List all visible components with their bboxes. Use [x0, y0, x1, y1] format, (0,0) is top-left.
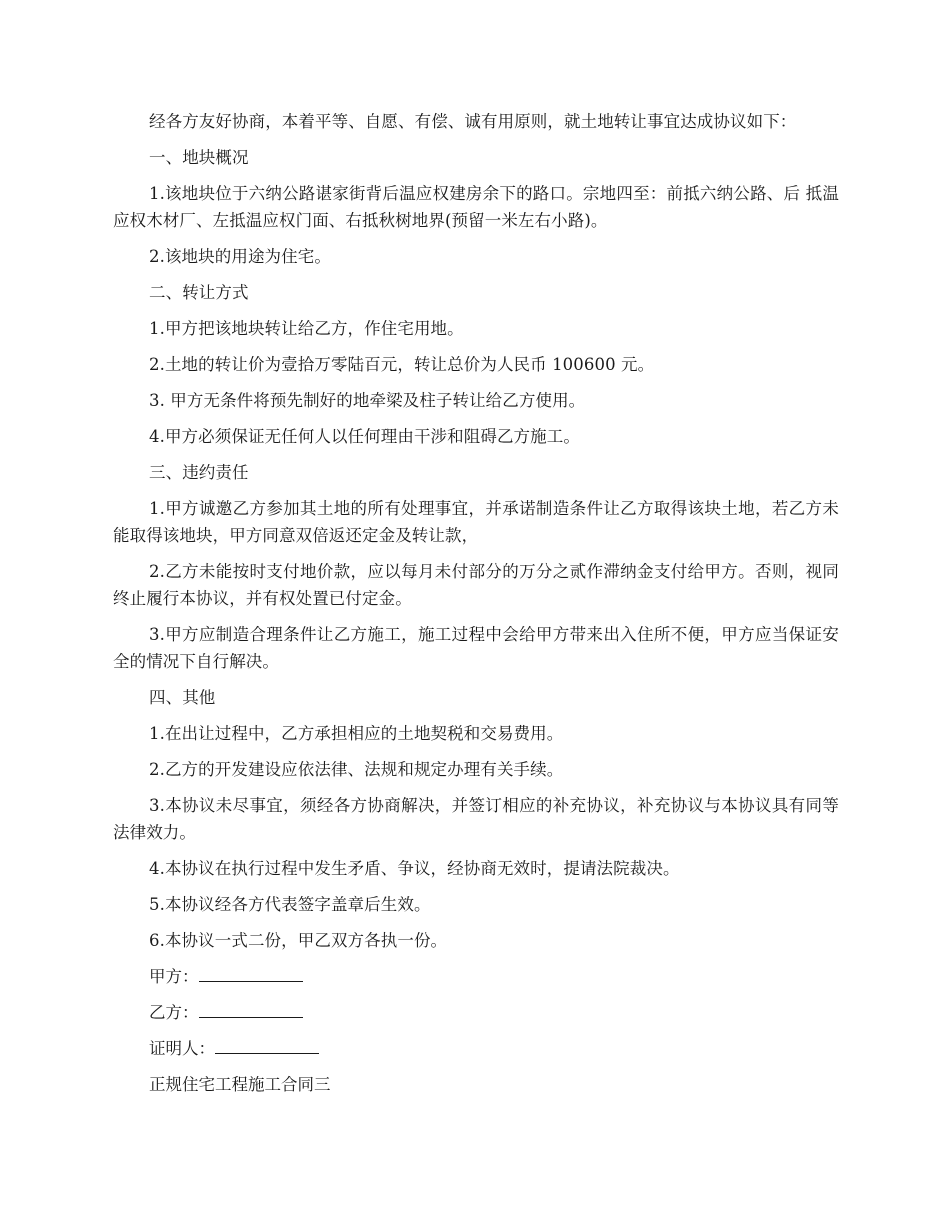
clause-paragraph: 2.乙方的开发建设应依法律、法规和规定办理有关手续。 [149, 760, 564, 779]
clause-paragraph: 1.甲方把该地块转让给乙方，作住宅用地。 [149, 319, 464, 338]
clause-paragraph: 3. 甲方无条件将预先制好的地牵梁及柱子转让给乙方使用。 [149, 391, 586, 410]
party-b-label: 乙方： [149, 1003, 199, 1022]
party-a-signature-line [113, 963, 839, 990]
clause-paragraph: 1.该地块位于六纳公路谌家街背后温应权建房余下的路口。宗地四至：前抵六纳公路、后 抵温应权木材厂、左抵温应权门面、右抵秋树地界(预留一米左右小路)。 [113, 184, 839, 230]
witness-label: 证明人： [149, 1039, 215, 1058]
clause-paragraph: 5.本协议经各方代表签字盖章后生效。 [149, 895, 431, 914]
clause-paragraph: 4.甲方必须保证无任何人以任何理由干涉和阻碍乙方施工。 [149, 427, 580, 446]
party-a-label: 甲方： [149, 967, 199, 986]
clause-paragraph: 1.甲方诚邀乙方参加其土地的所有处理事宜，并承诺制造条件让乙方取得该块土地，若乙方未能取得该地块，甲方同意双倍返还定金及转让款， [113, 499, 839, 545]
clause-paragraph: 2.土地的转让价为壹拾万零陆百元，转让总价为人民币 100600 元。 [149, 355, 655, 374]
party-a-blank [199, 963, 303, 982]
clause-paragraph: 3.本协议未尽事宜，须经各方协商解决，并签订相应的补充协议，补充协议与本协议具有同等法律效力。 [113, 796, 839, 842]
section-heading-other: 四、其他 [149, 688, 216, 707]
section-heading-transfer-method: 二、转让方式 [149, 283, 249, 302]
clause-paragraph: 4.本协议在执行过程中发生矛盾、争议，经协商无效时，提请法院裁决。 [149, 859, 680, 878]
clause-paragraph: 3.甲方应制造合理条件让乙方施工，施工过程中会给甲方带来出入住所不便，甲方应当保证安全的情况下自行解决。 [113, 625, 839, 671]
clause-paragraph: 1.在出让过程中，乙方承担相应的土地契税和交易费用。 [149, 724, 564, 743]
party-b-blank [199, 999, 303, 1018]
next-document-title: 正规住宅工程施工合同三 [149, 1075, 331, 1094]
clause-paragraph: 6.本协议一式二份，甲乙双方各执一份。 [149, 931, 448, 950]
clause-paragraph: 2.该地块的用途为住宅。 [149, 247, 331, 266]
section-heading-liability: 三、违约责任 [149, 463, 249, 482]
section-heading-plot-overview: 一、地块概况 [149, 148, 249, 167]
party-b-signature-line [113, 999, 839, 1026]
clause-paragraph: 2.乙方未能按时支付地价款，应以每月未付部分的万分之贰作滞纳金支付给甲方。否则，视同终止履行本协议，并有权处置已付定金。 [113, 562, 839, 608]
witness-blank [215, 1035, 319, 1054]
intro-paragraph: 经各方友好协商，本着平等、自愿、有偿、诚有用原则，就土地转让事宜达成协议如下： [149, 112, 797, 131]
document-page [113, 108, 839, 1107]
witness-signature-line [113, 1035, 839, 1062]
